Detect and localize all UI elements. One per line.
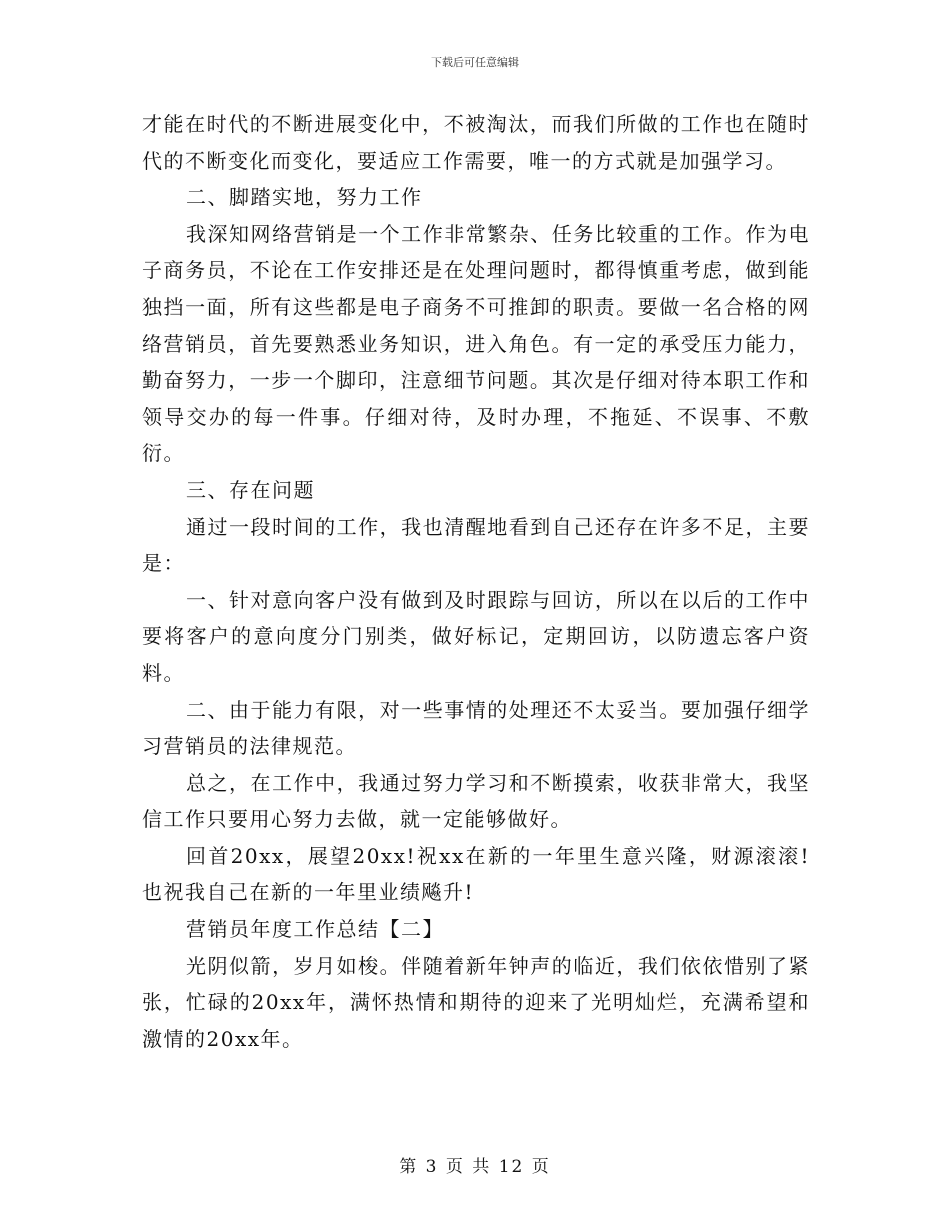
paragraph-new-year-wishes: 回首20xx，展望20xx!祝xx在新的一年里生意兴隆，财源滚滚!也祝我自己在新的一年里业绩飚升! xyxy=(142,843,810,905)
section-title-summary-two: 营销员年度工作总结【二】 xyxy=(186,917,444,942)
paragraph-intro-continuation: 才能在时代的不断进展变化中，不被淘汰，而我们所做的工作也在随时代的不断变化而变化，要适应工作需要，唯一的方式就是加强学习。 xyxy=(142,112,810,173)
document-body xyxy=(142,106,810,1057)
paragraph-conclusion: 总之，在工作中，我通过努力学习和不断摸索，收获非常大，我坚信工作只要用心努力去做，就一定能够做好。 xyxy=(142,770,810,832)
paragraph-work-duties: 我深知网络营销是一个工作非常繁杂、任务比较重的工作。作为电子商务员，不论在工作安排还是在处理问题时，都得慎重考虑，做到能独挡一面，所有这些都是电子商务不可推卸的职责。要做一名合格的网络营销员，首先要熟悉业务知识，进入角色。有一定的承受压力能力，勤奋努力，一步一个脚印，注意细节问题。其次是仔细对待本职工作和领导交办的每一件事。仔细对待，及时办理，不拖延、不误事、不敷衍。 xyxy=(142,221,810,466)
paragraph-summary-two-opening: 光阴似箭，岁月如梭。伴随着新年钟声的临近，我们依依惜别了紧张，忙碌的20xx年，满怀热情和期待的迎来了光明灿烂，充满希望和激情的20xx年。 xyxy=(142,953,810,1051)
page-number-footer: 第 3 页 共 12 页 xyxy=(399,1157,551,1177)
paragraph-problems-intro: 通过一段时间的工作，我也清醒地看到自己还存在许多不足，主要是： xyxy=(142,514,810,576)
paragraph-problem-one: 一、针对意向客户没有做到及时跟踪与回访，所以在以后的工作中要将客户的意向度分门别类，做好标记，定期回访，以防遗忘客户资料。 xyxy=(142,587,810,685)
section-heading-work-hard: 二、脚踏实地，努力工作 xyxy=(186,185,423,210)
page-header: 下载后可任意编辑 xyxy=(431,56,519,69)
section-heading-problems: 三、存在问题 xyxy=(186,477,315,502)
paragraph-problem-two: 二、由于能力有限，对一些事情的处理还不太妥当。要加强仔细学习营销员的法律规范。 xyxy=(142,697,810,759)
